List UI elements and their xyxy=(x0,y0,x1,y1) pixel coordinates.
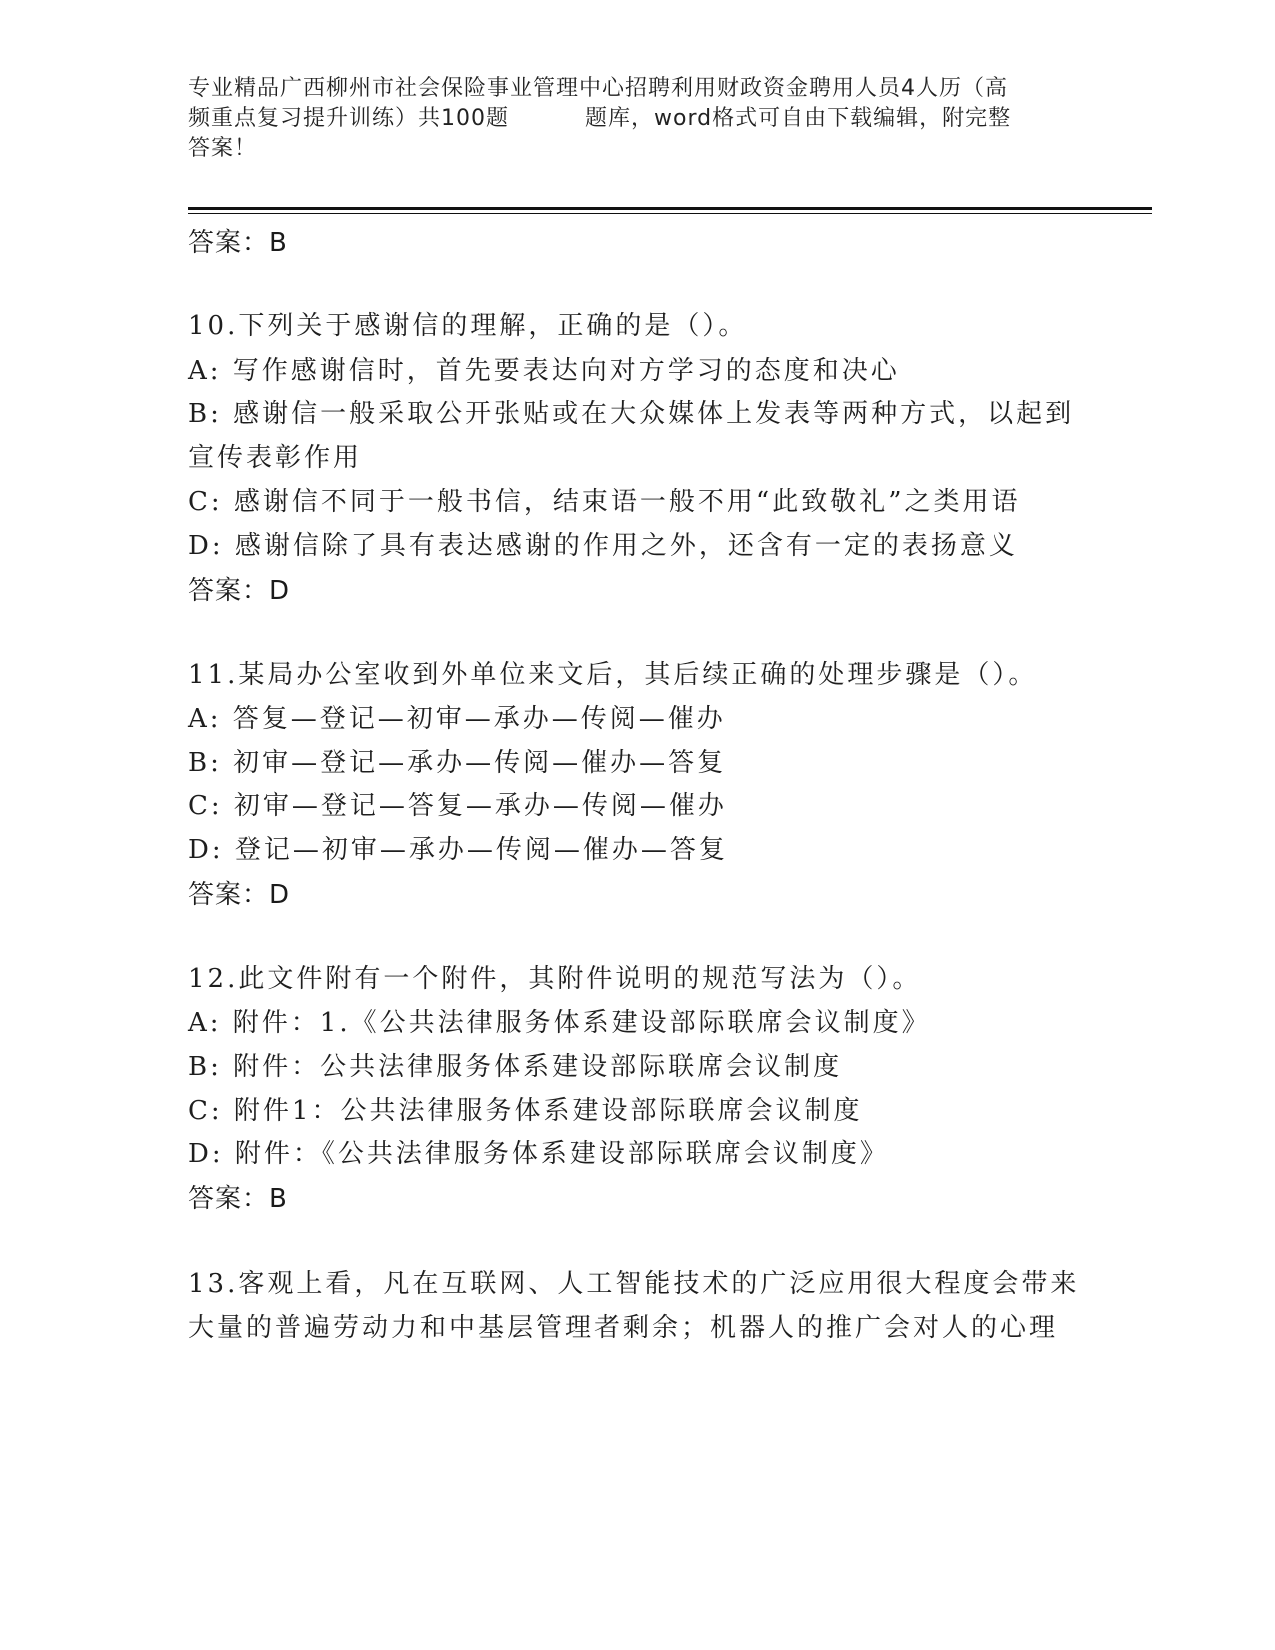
header-line-2-part-1: 频重点复习提升训练）共100题 xyxy=(188,106,509,131)
question-10-option-b-cont: 宣传表彰作用 xyxy=(188,443,363,473)
question-12-answer: 答案：B xyxy=(188,1184,288,1214)
header-line-3: 答案！ xyxy=(188,136,258,161)
question-13-stem: 13.客观上看，凡在互联网、人工智能技术的广泛应用很大程度会带来 xyxy=(188,1269,1080,1299)
question-12-option-c: C: 附件1：公共法律服务体系建设部际联席会议制度 xyxy=(188,1096,863,1126)
question-11-option-b: B: 初审—登记—承办—传阅—催办—答复 xyxy=(188,748,727,778)
question-11-option-d: D: 登记—初审—承办—传阅—催办—答复 xyxy=(188,835,728,865)
question-10-answer: 答案：D xyxy=(188,576,291,606)
question-13-stem-cont: 大量的普遍劳动力和中基层管理者剩余；机器人的推广会对人的心理 xyxy=(188,1313,1059,1343)
question-11-option-c: C: 初审—登记—答复—承办—传阅—催办 xyxy=(188,791,727,821)
question-10-option-b: B: 感谢信一般采取公开张贴或在大众媒体上发表等两种方式，以起到 xyxy=(188,399,1075,429)
question-12-option-a: A: 附件：1.《公共法律服务体系建设部际联席会议制度》 xyxy=(188,1008,931,1038)
header-divider-thick xyxy=(188,207,1152,210)
question-12-stem: 12.此文件附有一个附件，其附件说明的规范写法为（）。 xyxy=(188,964,922,994)
header-line-2-part-2: 题库，word格式可自由下载编辑，附完整 xyxy=(585,106,1012,131)
question-11-answer: 答案：D xyxy=(188,880,291,910)
header-line-1: 专业精品广西柳州市社会保险事业管理中心招聘利用财政资金聘用人员4人历（高 xyxy=(188,76,1008,101)
question-10-stem: 10.下列关于感谢信的理解，正确的是（）。 xyxy=(188,311,748,341)
header-divider-thin xyxy=(188,213,1152,214)
question-10-option-d: D: 感谢信除了具有表达感谢的作用之外，还含有一定的表扬意义 xyxy=(188,531,1018,561)
question-10-option-a: A: 写作感谢信时，首先要表达向对方学习的态度和决心 xyxy=(188,356,900,386)
question-12-option-d: D: 附件：《公共法律服务体系建设部际联席会议制度》 xyxy=(188,1139,889,1169)
prev-answer: 答案：B xyxy=(188,228,288,258)
document-header xyxy=(188,74,1088,164)
question-10-option-c: C: 感谢信不同于一般书信，结束语一般不用“此致敬礼”之类用语 xyxy=(188,487,1021,517)
question-12-option-b: B: 附件：公共法律服务体系建设部际联席会议制度 xyxy=(188,1052,843,1082)
question-11-option-a: A: 答复—登记—初审—承办—传阅—催办 xyxy=(188,704,726,734)
header-line-2 xyxy=(188,104,1088,134)
question-11-stem: 11.某局办公室收到外单位来文后，其后续正确的处理步骤是（）。 xyxy=(188,660,1038,690)
